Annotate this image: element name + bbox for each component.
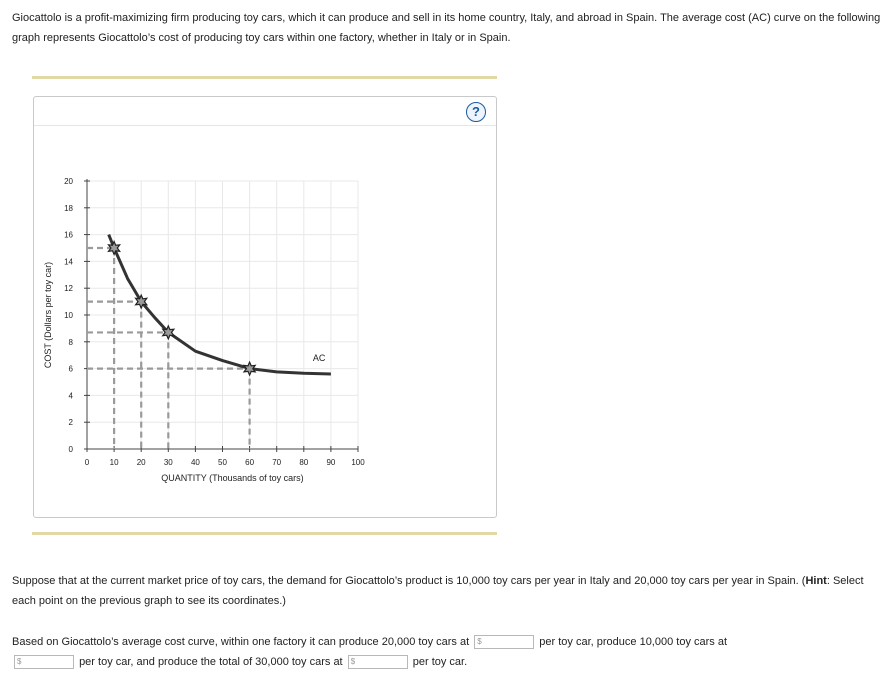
y-tick-label: 10 (64, 311, 73, 320)
cost-10000-input[interactable]: $ (14, 655, 74, 669)
x-tick-label: 90 (326, 458, 336, 467)
x-tick-label: 20 (136, 458, 146, 467)
x-tick-label: 30 (163, 458, 173, 467)
x-axis-label: QUANTITY (Thousands of toy cars) (161, 473, 304, 483)
x-tick-label: 0 (84, 458, 90, 467)
divider-bottom (32, 532, 497, 535)
x-tick-label: 100 (351, 458, 365, 467)
x-tick-label: 70 (272, 458, 282, 467)
curve-point-marker[interactable] (244, 362, 255, 375)
question-hint-text: : Select each point on the previous graph to see its coordinates.) (12, 575, 864, 607)
x-tick-label: 80 (299, 458, 309, 467)
question-paragraph (12, 571, 882, 611)
help-button[interactable]: ? (466, 102, 486, 122)
answer-text-2: per toy car, produce 10,000 toy cars at (539, 636, 728, 648)
y-tick-label: 20 (64, 177, 73, 186)
y-tick-label: 0 (68, 445, 73, 454)
y-axis-label: COST (Dollars per toy car) (43, 261, 53, 369)
y-tick-label: 18 (64, 203, 73, 213)
x-tick-label: 10 (109, 458, 119, 467)
cost-30000-input[interactable]: $ (348, 655, 408, 669)
divider-top (32, 76, 497, 79)
curve-point-marker[interactable] (109, 242, 120, 255)
y-tick-label: 2 (68, 418, 73, 428)
ac-curve-label: AC (312, 352, 326, 363)
answer-text-4: per toy car. (412, 656, 468, 668)
answer-text-1: Based on Giocattolo’s average cost curve, within one factory it can produce 20,000 toy cars at (12, 636, 470, 648)
question-text: Suppose that at the current market price of toy cars, the demand for Giocattolo’s product is 10,000 toy cars per year in Italy and 20,000 toy cars per year in Spain. ( (12, 575, 806, 587)
x-tick-label: 60 (245, 458, 255, 467)
y-tick-label: 8 (68, 337, 73, 347)
answer-text-3: per toy car, and produce the total of 30,000 toy cars at (79, 656, 343, 668)
ac-chart (34, 97, 496, 517)
intro-paragraph: Giocattolo is a profit-maximizing firm producing toy cars, which it can produce and sell in its home country, Italy, and abroad in Spain. The average cost (AC) curve on the following graph represents Giocattolo’s cost of producing toy cars within one factory, whether in Italy or in Spain. (12, 12, 881, 44)
y-tick-label: 4 (68, 391, 73, 401)
y-tick-label: 6 (68, 364, 73, 374)
cost-20000-input[interactable]: $ (474, 635, 534, 649)
x-tick-label: 50 (218, 458, 227, 467)
answer-paragraph (12, 632, 882, 672)
graph-panel (33, 96, 497, 518)
hint-label: Hint (805, 575, 827, 587)
y-tick-label: 12 (64, 284, 73, 294)
x-tick-label: 40 (190, 458, 200, 467)
y-tick-label: 16 (64, 230, 73, 240)
y-tick-label: 14 (64, 257, 73, 267)
